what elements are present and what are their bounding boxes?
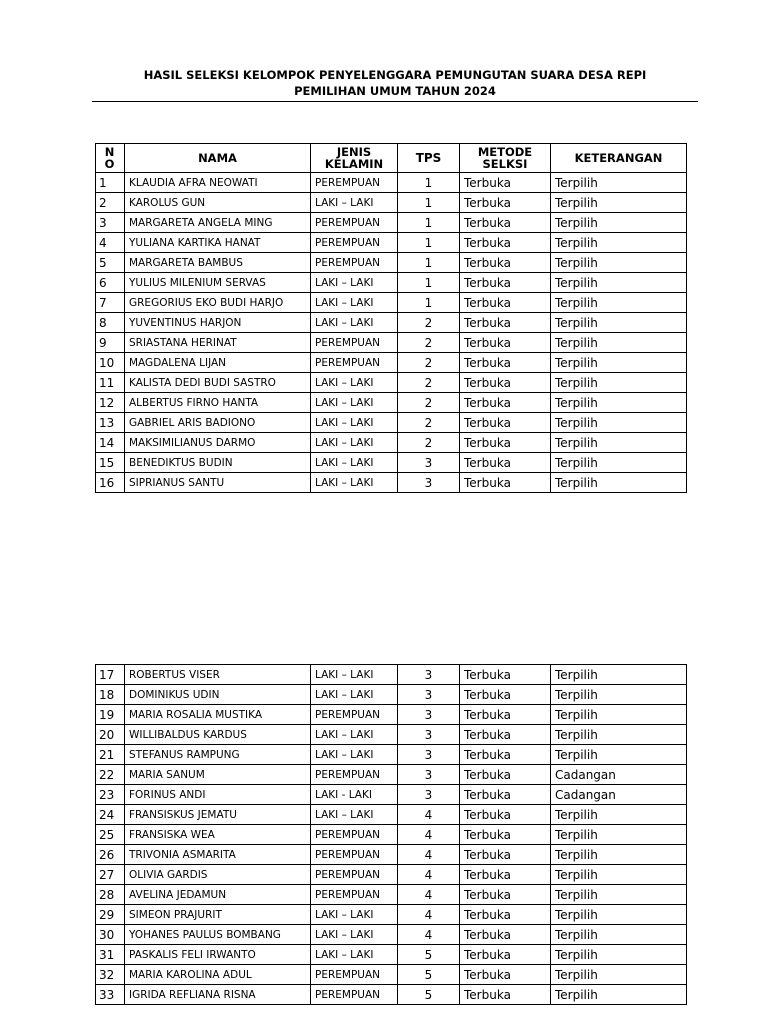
table-row: [96, 213, 687, 233]
cell-tps: 4: [398, 825, 460, 845]
cell-metode: Terbuka: [460, 985, 551, 1005]
table-row: [96, 313, 687, 333]
table-row: [96, 685, 687, 705]
cell-no: 8: [96, 313, 125, 333]
header-metode-line-1: METODE: [477, 145, 533, 159]
cell-jenis-kelamin: LAKI – LAKI: [311, 745, 398, 765]
cell-jenis-kelamin: PEREMPUAN: [311, 173, 398, 193]
cell-jenis-kelamin: LAKI - LAKI: [311, 785, 398, 805]
cell-no: 4: [96, 233, 125, 253]
cell-nama: TRIVONIA ASMARITA: [125, 845, 311, 865]
cell-keterangan: Terpilih: [551, 173, 687, 193]
cell-metode: Terbuka: [460, 313, 551, 333]
table-row: [96, 745, 687, 765]
cell-keterangan: Terpilih: [551, 925, 687, 945]
cell-tps: 5: [398, 985, 460, 1005]
cell-metode: Terbuka: [460, 965, 551, 985]
cell-no: 13: [96, 413, 125, 433]
cell-tps: 5: [398, 965, 460, 985]
cell-no: 19: [96, 705, 125, 725]
table-row: [96, 705, 687, 725]
cell-metode: Terbuka: [460, 885, 551, 905]
cell-metode: Terbuka: [460, 725, 551, 745]
cell-no: 24: [96, 805, 125, 825]
cell-jenis-kelamin: PEREMPUAN: [311, 253, 398, 273]
table-header-row: [96, 144, 687, 173]
cell-keterangan: Terpilih: [551, 725, 687, 745]
cell-nama: SIPRIANUS SANTU: [125, 473, 311, 493]
table-row: [96, 865, 687, 885]
cell-metode: Terbuka: [460, 173, 551, 193]
cell-nama: MARGARETA ANGELA MING: [125, 213, 311, 233]
cell-tps: 3: [398, 705, 460, 725]
cell-tps: 1: [398, 253, 460, 273]
title-line-2: PEMILIHAN UMUM TAHUN 2024: [294, 84, 496, 98]
cell-tps: 4: [398, 865, 460, 885]
cell-keterangan: Terpilih: [551, 293, 687, 313]
table-row: [96, 925, 687, 945]
cell-jenis-kelamin: LAKI – LAKI: [311, 393, 398, 413]
cell-tps: 2: [398, 353, 460, 373]
table-row: [96, 845, 687, 865]
cell-tps: 1: [398, 173, 460, 193]
cell-nama: OLIVIA GARDIS: [125, 865, 311, 885]
cell-keterangan: Terpilih: [551, 313, 687, 333]
table-row: [96, 985, 687, 1005]
cell-keterangan: Terpilih: [551, 273, 687, 293]
cell-jenis-kelamin: LAKI – LAKI: [311, 473, 398, 493]
table-body-part-1: [96, 173, 687, 493]
cell-jenis-kelamin: PEREMPUAN: [311, 765, 398, 785]
cell-tps: 2: [398, 313, 460, 333]
cell-jenis-kelamin: LAKI – LAKI: [311, 373, 398, 393]
cell-no: 7: [96, 293, 125, 313]
cell-nama: FRANSISKUS JEMATU: [125, 805, 311, 825]
table-row: [96, 905, 687, 925]
cell-metode: Terbuka: [460, 473, 551, 493]
cell-nama: DOMINIKUS UDIN: [125, 685, 311, 705]
cell-keterangan: Terpilih: [551, 453, 687, 473]
header-jk-line-1: JENIS: [336, 145, 372, 159]
cell-nama: STEFANUS RAMPUNG: [125, 745, 311, 765]
cell-nama: MAKSIMILIANUS DARMO: [125, 433, 311, 453]
cell-jenis-kelamin: PEREMPUAN: [311, 885, 398, 905]
cell-no: 18: [96, 685, 125, 705]
cell-jenis-kelamin: LAKI – LAKI: [311, 725, 398, 745]
table-row: [96, 473, 687, 493]
cell-nama: YULIUS MILENIUM SERVAS: [125, 273, 311, 293]
cell-keterangan: Terpilih: [551, 685, 687, 705]
cell-nama: WILLIBALDUS KARDUS: [125, 725, 311, 745]
cell-jenis-kelamin: PEREMPUAN: [311, 233, 398, 253]
table-row: [96, 885, 687, 905]
cell-nama: KAROLUS GUN: [125, 193, 311, 213]
cell-no: 16: [96, 473, 125, 493]
cell-nama: ALBERTUS FIRNO HANTA: [125, 393, 311, 413]
header-metode-line-2: SELKSI: [482, 157, 528, 171]
cell-no: 3: [96, 213, 125, 233]
cell-metode: Terbuka: [460, 453, 551, 473]
cell-nama: BENEDIKTUS BUDIN: [125, 453, 311, 473]
cell-tps: 2: [398, 413, 460, 433]
table-row: [96, 433, 687, 453]
cell-metode: Terbuka: [460, 905, 551, 925]
header-keterangan: KETERANGAN: [551, 144, 687, 173]
cell-keterangan: Terpilih: [551, 233, 687, 253]
cell-jenis-kelamin: LAKI – LAKI: [311, 665, 398, 685]
cell-metode: Terbuka: [460, 865, 551, 885]
cell-metode: Terbuka: [460, 805, 551, 825]
table-row: [96, 373, 687, 393]
table-row: [96, 333, 687, 353]
table-body-part-2: [96, 665, 687, 1005]
cell-tps: 1: [398, 213, 460, 233]
table-row: [96, 293, 687, 313]
cell-jenis-kelamin: PEREMPUAN: [311, 865, 398, 885]
document-title: [92, 67, 698, 102]
cell-no: 27: [96, 865, 125, 885]
cell-keterangan: Terpilih: [551, 845, 687, 865]
cell-keterangan: Terpilih: [551, 393, 687, 413]
table-row: [96, 273, 687, 293]
cell-metode: Terbuka: [460, 293, 551, 313]
cell-no: 29: [96, 905, 125, 925]
cell-metode: Terbuka: [460, 745, 551, 765]
cell-keterangan: Terpilih: [551, 865, 687, 885]
cell-keterangan: Terpilih: [551, 905, 687, 925]
table-row: [96, 173, 687, 193]
cell-jenis-kelamin: PEREMPUAN: [311, 985, 398, 1005]
cell-keterangan: Terpilih: [551, 193, 687, 213]
cell-tps: 1: [398, 233, 460, 253]
cell-jenis-kelamin: LAKI – LAKI: [311, 685, 398, 705]
cell-jenis-kelamin: PEREMPUAN: [311, 705, 398, 725]
cell-tps: 1: [398, 293, 460, 313]
title-line-1: HASIL SELEKSI KELOMPOK PENYELENGGARA PEMUNGUTAN SUARA DESA REPI: [143, 68, 647, 82]
cell-keterangan: Terpilih: [551, 433, 687, 453]
cell-nama: MARIA KAROLINA ADUL: [125, 965, 311, 985]
cell-tps: 4: [398, 925, 460, 945]
cell-jenis-kelamin: LAKI – LAKI: [311, 805, 398, 825]
cell-metode: Terbuka: [460, 433, 551, 453]
cell-keterangan: Terpilih: [551, 825, 687, 845]
selection-table-part-1: [95, 143, 687, 493]
header-no: [96, 144, 125, 173]
cell-nama: SRIASTANA HERINAT: [125, 333, 311, 353]
cell-no: 33: [96, 985, 125, 1005]
table-row: [96, 965, 687, 985]
cell-jenis-kelamin: LAKI – LAKI: [311, 453, 398, 473]
cell-tps: 4: [398, 845, 460, 865]
cell-no: 31: [96, 945, 125, 965]
cell-nama: GREGORIUS EKO BUDI HARJO: [125, 293, 311, 313]
cell-no: 25: [96, 825, 125, 845]
cell-keterangan: Terpilih: [551, 705, 687, 725]
table-row: [96, 193, 687, 213]
cell-nama: YOHANES PAULUS BOMBANG: [125, 925, 311, 945]
cell-metode: Terbuka: [460, 765, 551, 785]
cell-nama: IGRIDA REFLIANA RISNA: [125, 985, 311, 1005]
cell-keterangan: Terpilih: [551, 333, 687, 353]
selection-table-part-2: [95, 664, 687, 1005]
cell-nama: YULIANA KARTIKA HANAT: [125, 233, 311, 253]
table-row: [96, 825, 687, 845]
cell-no: 2: [96, 193, 125, 213]
cell-tps: 1: [398, 273, 460, 293]
cell-nama: KLAUDIA AFRA NEOWATI: [125, 173, 311, 193]
cell-metode: Terbuka: [460, 945, 551, 965]
cell-jenis-kelamin: PEREMPUAN: [311, 213, 398, 233]
cell-keterangan: Terpilih: [551, 965, 687, 985]
cell-metode: Terbuka: [460, 193, 551, 213]
cell-keterangan: Terpilih: [551, 945, 687, 965]
header-jk-line-2: KELAMIN: [324, 157, 384, 171]
cell-no: 15: [96, 453, 125, 473]
cell-metode: Terbuka: [460, 373, 551, 393]
cell-metode: Terbuka: [460, 685, 551, 705]
cell-metode: Terbuka: [460, 213, 551, 233]
table-row: [96, 665, 687, 685]
cell-metode: Terbuka: [460, 665, 551, 685]
cell-keterangan: Terpilih: [551, 885, 687, 905]
cell-keterangan: Terpilih: [551, 745, 687, 765]
cell-jenis-kelamin: PEREMPUAN: [311, 845, 398, 865]
cell-tps: 4: [398, 805, 460, 825]
cell-metode: Terbuka: [460, 273, 551, 293]
cell-keterangan: Terpilih: [551, 353, 687, 373]
cell-tps: 3: [398, 665, 460, 685]
cell-metode: Terbuka: [460, 253, 551, 273]
cell-keterangan: Cadangan: [551, 785, 687, 805]
cell-no: 30: [96, 925, 125, 945]
cell-metode: Terbuka: [460, 333, 551, 353]
cell-tps: 3: [398, 765, 460, 785]
cell-no: 23: [96, 785, 125, 805]
cell-nama: SIMEON PRAJURIT: [125, 905, 311, 925]
cell-tps: 3: [398, 745, 460, 765]
cell-no: 14: [96, 433, 125, 453]
cell-tps: 3: [398, 473, 460, 493]
cell-no: 22: [96, 765, 125, 785]
cell-tps: 2: [398, 333, 460, 353]
cell-jenis-kelamin: PEREMPUAN: [311, 353, 398, 373]
cell-metode: Terbuka: [460, 393, 551, 413]
table-row: [96, 393, 687, 413]
header-metode: [460, 144, 551, 173]
cell-keterangan: Terpilih: [551, 253, 687, 273]
header-tps: TPS: [398, 144, 460, 173]
cell-nama: GABRIEL ARIS BADIONO: [125, 413, 311, 433]
table-row: [96, 233, 687, 253]
cell-tps: 5: [398, 945, 460, 965]
cell-nama: YUVENTINUS HARJON: [125, 313, 311, 333]
cell-no: 20: [96, 725, 125, 745]
cell-nama: AVELINA JEDAMUN: [125, 885, 311, 905]
cell-nama: FORINUS ANDI: [125, 785, 311, 805]
cell-jenis-kelamin: LAKI – LAKI: [311, 313, 398, 333]
header-no-line-1: N: [104, 145, 115, 159]
cell-jenis-kelamin: LAKI – LAKI: [311, 413, 398, 433]
cell-metode: Terbuka: [460, 845, 551, 865]
cell-tps: 2: [398, 373, 460, 393]
table-row: [96, 453, 687, 473]
cell-metode: Terbuka: [460, 353, 551, 373]
cell-nama: MARIA SANUM: [125, 765, 311, 785]
cell-keterangan: Cadangan: [551, 765, 687, 785]
cell-keterangan: Terpilih: [551, 805, 687, 825]
cell-jenis-kelamin: LAKI – LAKI: [311, 433, 398, 453]
table-row: [96, 785, 687, 805]
table-row: [96, 353, 687, 373]
cell-keterangan: Terpilih: [551, 413, 687, 433]
cell-tps: 2: [398, 433, 460, 453]
cell-tps: 3: [398, 725, 460, 745]
cell-metode: Terbuka: [460, 413, 551, 433]
cell-nama: MARGARETA BAMBUS: [125, 253, 311, 273]
table-row: [96, 945, 687, 965]
cell-keterangan: Terpilih: [551, 473, 687, 493]
cell-tps: 3: [398, 685, 460, 705]
cell-keterangan: Terpilih: [551, 665, 687, 685]
cell-jenis-kelamin: LAKI – LAKI: [311, 293, 398, 313]
cell-nama: PASKALIS FELI IRWANTO: [125, 945, 311, 965]
cell-tps: 1: [398, 193, 460, 213]
cell-keterangan: Terpilih: [551, 985, 687, 1005]
cell-jenis-kelamin: PEREMPUAN: [311, 965, 398, 985]
cell-tps: 4: [398, 905, 460, 925]
cell-nama: MARIA ROSALIA MUSTIKA: [125, 705, 311, 725]
cell-keterangan: Terpilih: [551, 373, 687, 393]
header-no-line-2: O: [104, 157, 115, 171]
cell-nama: MAGDALENA LIJAN: [125, 353, 311, 373]
cell-no: 1: [96, 173, 125, 193]
table-row: [96, 725, 687, 745]
cell-jenis-kelamin: LAKI – LAKI: [311, 905, 398, 925]
cell-no: 10: [96, 353, 125, 373]
cell-tps: 3: [398, 453, 460, 473]
cell-no: 12: [96, 393, 125, 413]
cell-no: 11: [96, 373, 125, 393]
cell-no: 28: [96, 885, 125, 905]
cell-no: 32: [96, 965, 125, 985]
cell-metode: Terbuka: [460, 925, 551, 945]
header-nama: NAMA: [125, 144, 311, 173]
cell-nama: ROBERTUS VISER: [125, 665, 311, 685]
table-row: [96, 805, 687, 825]
cell-metode: Terbuka: [460, 825, 551, 845]
cell-jenis-kelamin: LAKI – LAKI: [311, 925, 398, 945]
cell-no: 26: [96, 845, 125, 865]
header-jenis-kelamin: [311, 144, 398, 173]
cell-no: 21: [96, 745, 125, 765]
cell-metode: Terbuka: [460, 233, 551, 253]
cell-no: 5: [96, 253, 125, 273]
cell-tps: 4: [398, 885, 460, 905]
cell-tps: 2: [398, 393, 460, 413]
cell-no: 9: [96, 333, 125, 353]
cell-nama: FRANSISKA WEA: [125, 825, 311, 845]
cell-metode: Terbuka: [460, 705, 551, 725]
cell-tps: 3: [398, 785, 460, 805]
table-row: [96, 765, 687, 785]
table-row: [96, 413, 687, 433]
cell-jenis-kelamin: PEREMPUAN: [311, 333, 398, 353]
cell-metode: Terbuka: [460, 785, 551, 805]
cell-no: 6: [96, 273, 125, 293]
cell-keterangan: Terpilih: [551, 213, 687, 233]
cell-jenis-kelamin: LAKI – LAKI: [311, 945, 398, 965]
cell-jenis-kelamin: LAKI – LAKI: [311, 193, 398, 213]
cell-jenis-kelamin: PEREMPUAN: [311, 825, 398, 845]
cell-no: 17: [96, 665, 125, 685]
cell-jenis-kelamin: LAKI – LAKI: [311, 273, 398, 293]
cell-nama: KALISTA DEDI BUDI SASTRO: [125, 373, 311, 393]
table-row: [96, 253, 687, 273]
